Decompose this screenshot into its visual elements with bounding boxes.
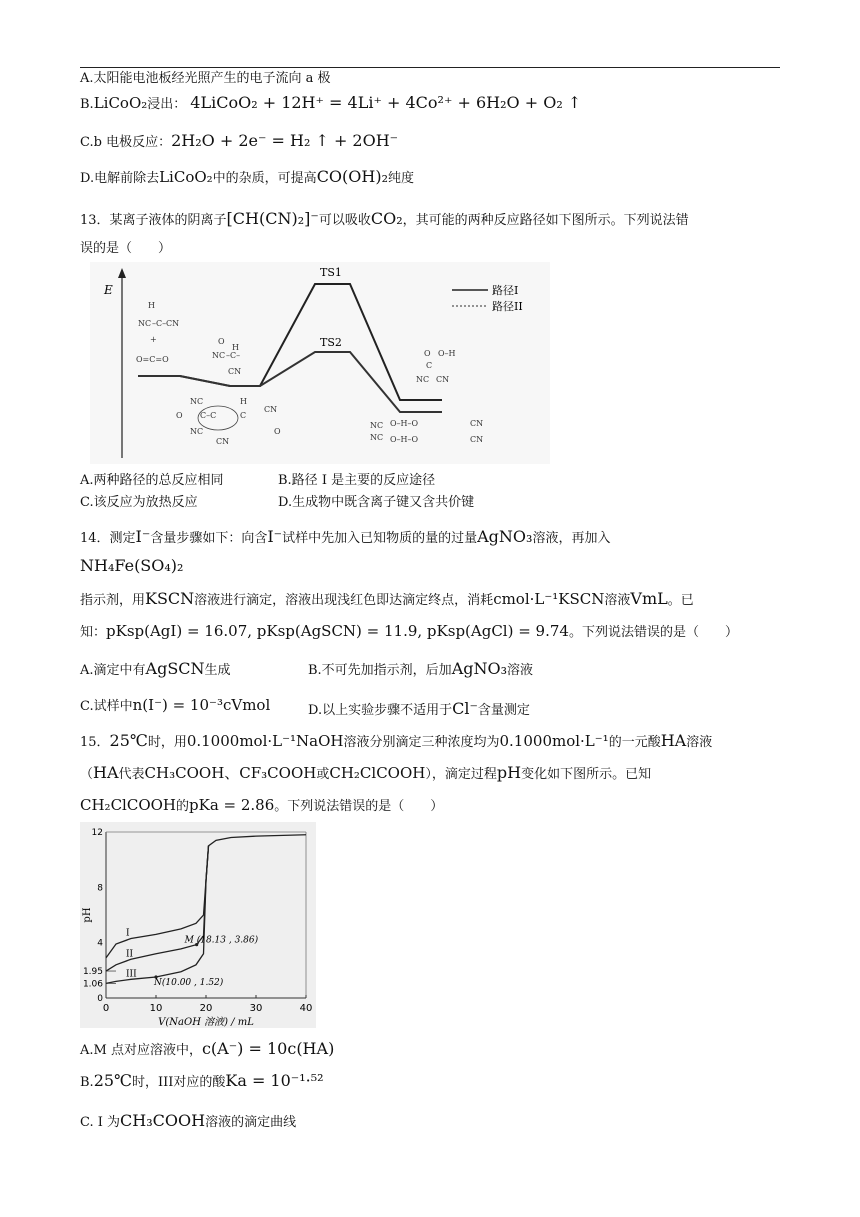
svg-text:NC: NC	[370, 421, 384, 430]
svg-text:C: C	[426, 361, 433, 370]
y-tick-label: 12	[91, 828, 103, 838]
svg-text:CN: CN	[166, 319, 180, 328]
svg-text:C: C	[240, 411, 247, 420]
q13-option-d: D.生成物中既含离子键又含共价键	[278, 495, 475, 510]
q14-stem-line1: 14．测定I⁻含量步骤如下：向含I⁻试样中先加入已知物质的量的过量AgNO₃溶液，再加入	[80, 527, 611, 546]
x-tick-label: 0	[102, 1003, 110, 1014]
x-tick-label: 40	[299, 1003, 313, 1014]
q15-stem-line2: （HA代表CH₃COOH、CF₃COOH或CH₂ClCOOH），滴定过程pH变化如下图所示。已知	[80, 763, 652, 782]
q13-option-b: B.路径 I 是主要的反应途径	[278, 473, 436, 488]
q12-option-a: A.太阳能电池板经光照产生的电子流向 a 极	[80, 71, 331, 86]
q14-stem-line2: NH₄Fe(SO₄)₂	[80, 556, 184, 575]
y-tick-label: 1.95	[82, 967, 103, 978]
svg-text:CN: CN	[216, 437, 230, 446]
svg-text:O: O	[424, 349, 431, 358]
y-tick-label: 8	[97, 883, 103, 894]
q15-option-b: B.25℃时，III对应的酸Ka = 10⁻¹·⁵²	[80, 1071, 324, 1090]
titration-chart	[80, 822, 316, 1028]
q15-option-c: C. I 为CH₃COOH溶液的滴定曲线	[80, 1111, 297, 1130]
ts1-label: TS1	[320, 266, 342, 279]
svg-text:O–H–O: O–H–O	[390, 419, 419, 428]
svg-text:H: H	[232, 343, 239, 352]
svg-text:CN: CN	[264, 405, 278, 414]
energy-diagram	[90, 262, 550, 464]
point-label: M (18.13 , 3.86)	[184, 935, 259, 946]
svg-text:O–H: O–H	[438, 349, 456, 358]
x-tick-label: 30	[249, 1003, 263, 1014]
svg-text:CN: CN	[228, 367, 242, 376]
svg-text:H: H	[148, 301, 155, 310]
svg-text:CN: CN	[470, 435, 484, 444]
curve-label: II	[126, 949, 134, 960]
energy-axis-label: E	[104, 283, 113, 297]
svg-text:O: O	[176, 411, 183, 420]
svg-text:O: O	[274, 427, 281, 436]
curve-label: III	[126, 969, 137, 980]
svg-text:NC: NC	[138, 319, 152, 328]
svg-text:O–H–O: O–H–O	[390, 435, 419, 444]
x-tick-label: 20	[199, 1003, 213, 1014]
q14-stem-line4: 知：pKsp(AgI) = 16.07, pKsp(AgSCN) = 11.9, pKsp(AgCl) = 9.74。下列说法错误的是（ ）	[80, 622, 738, 640]
q12-option-c: C.b 电极反应：2H₂O + 2e⁻ = H₂ ↑ + 2OH⁻	[80, 131, 399, 150]
svg-text:O: O	[218, 337, 225, 346]
chart-background	[80, 822, 316, 1028]
point-label: N(10.00 , 1.52)	[154, 977, 224, 988]
y-tick-label: 4	[97, 938, 103, 949]
legend-path-2: 路径II	[492, 300, 523, 313]
svg-text:O=C=O: O=C=O	[136, 355, 169, 364]
curve-label: I	[126, 928, 130, 939]
q14-option-a: A.滴定中有AgSCN生成	[80, 659, 231, 678]
svg-text:–C–: –C–	[152, 319, 167, 328]
svg-text:+: +	[150, 335, 157, 344]
q13-stem-line1: 13．某离子液体的阴离子[CH(CN)₂]⁻可以吸收CO₂，其可能的两种反应路径如下图所示。下列说法错	[80, 209, 689, 228]
x-axis-label: V(NaOH 溶液) / mL	[158, 1017, 254, 1028]
svg-text:NC: NC	[190, 397, 204, 406]
y-axis-label: pH	[82, 907, 93, 923]
q13-stem-line2: 误的是（ ）	[80, 241, 172, 256]
legend-path-1: 路径I	[492, 284, 519, 297]
y-tick-label: 1.06	[82, 979, 103, 990]
q15-stem-line1: 15．25℃时，用0.1000mol·L⁻¹NaOH溶液分别滴定三种浓度均为0.1000mol·L⁻¹的一元酸HA溶液	[80, 731, 713, 750]
svg-text:NC: NC	[190, 427, 204, 436]
svg-text:H: H	[240, 397, 247, 406]
ts2-label: TS2	[320, 336, 342, 349]
svg-text:NC: NC	[416, 375, 430, 384]
q12-option-b: B.LiCoO₂浸出： 4LiCoO₂ + 12H⁺ = 4Li⁺ + 4Co²⁺ + 6H₂O + O₂ ↑	[80, 93, 582, 112]
svg-text:NC: NC	[370, 433, 384, 442]
q15-stem-line3: CH₂ClCOOH的pKa = 2.86。下列说法错误的是（ ）	[80, 796, 444, 814]
q12-option-d: D.电解前除去LiCoO₂中的杂质，可提高CO(OH)₂纯度	[80, 167, 415, 186]
q15-option-a: A.M 点对应溶液中，c(A⁻) = 10c(HA)	[80, 1039, 335, 1058]
q13-option-a: A.两种路径的总反应相同	[80, 473, 224, 488]
svg-text:NC: NC	[212, 351, 226, 360]
q13-option-c: C.该反应为放热反应	[80, 495, 198, 510]
header-rule	[80, 67, 780, 68]
svg-text:CN: CN	[470, 419, 484, 428]
svg-text:CN: CN	[436, 375, 450, 384]
y-tick-label: 0	[97, 994, 103, 1004]
svg-text:C–C: C–C	[200, 411, 217, 420]
q14-stem-line3: 指示剂，用KSCN溶液进行滴定，溶液出现浅红色即达滴定终点，消耗cmol·L⁻¹KSCN溶液VmL。已	[80, 589, 694, 608]
q14-option-b: B.不可先加指示剂，后加AgNO₃溶液	[308, 659, 534, 678]
x-tick-label: 10	[149, 1003, 163, 1014]
q14-option-d: D.以上实验步骤不适用于Cl⁻含量测定	[308, 699, 530, 718]
svg-text:–C–: –C–	[226, 351, 241, 360]
q14-option-c: C.试样中n(I⁻) = 10⁻³cVmol	[80, 696, 271, 714]
